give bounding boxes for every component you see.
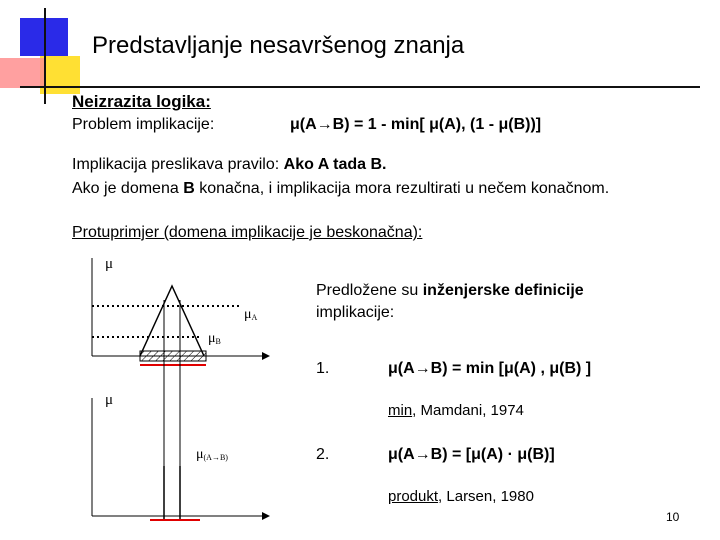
counterexample-heading: Protuprimjer (domena implikacije je beskonačna): — [72, 224, 423, 241]
definition-2-term: produkt — [388, 488, 439, 505]
problem-label: Problem implikacije: — [72, 116, 215, 133]
definition-2-author: , Larsen, 1980 — [438, 488, 534, 505]
top-x-arrow — [262, 352, 270, 360]
mu-b-label: μB — [208, 331, 221, 346]
membership-b-band — [140, 351, 206, 361]
mu-a-label: μA — [244, 307, 258, 322]
mu-ab-label: μ(A→B) — [196, 447, 228, 462]
membership-a-triangle — [140, 286, 204, 356]
implication-line-1-text: Implikacija preslikava pravilo: — [72, 156, 284, 173]
page-number: 10 — [666, 510, 680, 524]
definition-2-source — [388, 488, 534, 505]
mu-top-label: μ — [105, 256, 114, 272]
problem-formula: μ(A→B) = 1 - min[ μ(A), (1 - μ(B))] — [290, 116, 542, 133]
definition-1-number: 1. — [316, 360, 330, 377]
slide-title: Predstavljanje nesavršenog znanja — [92, 32, 465, 59]
implication-line-2-bold: B — [183, 180, 195, 197]
definition-1-source — [388, 402, 524, 419]
definitions-intro-pre: Predložene su — [316, 282, 423, 299]
definitions-intro-line-1 — [316, 282, 584, 300]
definition-1-author: , Mamdani, 1974 — [412, 402, 524, 419]
definition-2-number: 2. — [316, 446, 330, 463]
bottom-x-arrow — [262, 512, 270, 520]
definition-1-term: min — [388, 402, 413, 419]
definitions-intro-line-2: implikacije: — [316, 304, 395, 321]
definition-1-formula: μ(A→B) = min [μ(A) , μ(B) ] — [388, 360, 592, 377]
implication-line-2-post: konačna, i implikacija mora rezultirati u nečem konačnom. — [194, 180, 610, 197]
definition-2-formula: μ(A→B) = [μ(A) · μ(B)] — [388, 446, 555, 463]
definitions-intro-bold: inženjerske definicije — [422, 282, 584, 299]
section-heading: Neizrazita logika: — [72, 92, 211, 111]
implication-line-2-pre: Ako je domena — [72, 180, 184, 197]
mu-bottom-label: μ — [105, 392, 114, 408]
implication-rule: Ako A tada B. — [283, 156, 387, 173]
